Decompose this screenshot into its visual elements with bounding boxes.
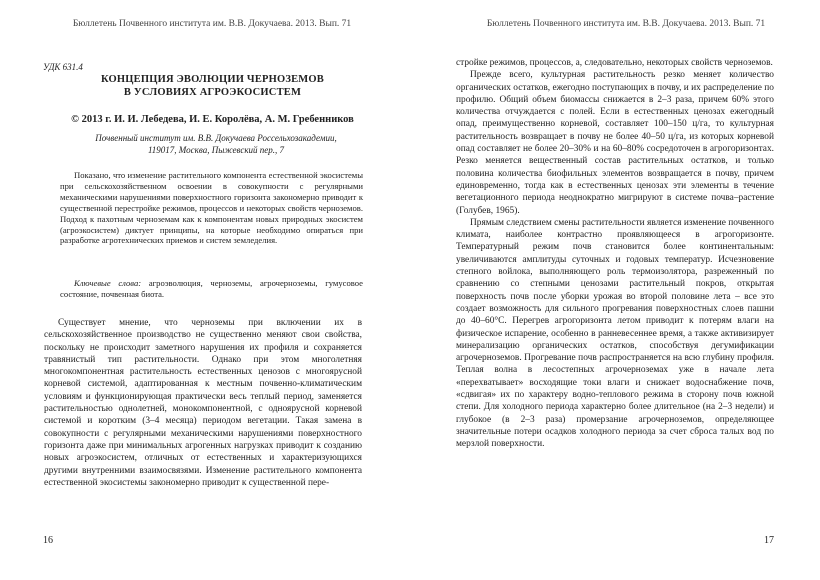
body-text: Существует мнение, что черноземы при включении их в сельскохозяйственное производство не существенно меняют свои свойства, поскольку не происходит заметного нарушения их профиля и сохраняется травянистый тип растительности. Однако при этом многолетняя многокомпонентная растительность естественных ценозов с многоярусной корневой системой, адаптированная к местным почвенно-климатическим условиям и функционирующая практически весь теплый период, заменяется растительностью однолетней, монокомпонентной, с одноярусной корневой системой и коротким (3–4 месяца) периодом вегетации. Такая замена в совокупности с регулярными механическими нарушениями поверхностного горизонта даже при минимальных агрогенных нагрузках приводит к созданию новых агроэкосистем, отличных от естественных и характеризующихся другими внутренними взаимосвязями. Изменение растительного компонента естественной экосистемы закономерно приводит к существенной пере- — [44, 318, 362, 488]
title-line-2: В УСЛОВИЯХ АГРОЭКОСИСТЕМ — [123, 87, 302, 98]
right-page — [410, 0, 820, 580]
authors: © 2013 г. И. И. Лебедева, И. Е. Королёва, А. М. Гребенников — [71, 114, 354, 125]
paragraph: Прямым следствием смены растительности является изменение почвенного климата, наиболее контрастно проявляющееся в агрогоризонте. Температурный режим почв становится более континентальным: увеличиваются амплитуды суточных и годовых температур. Исчезновение степного войлока, выполняющего роль термоизолятора, разреженный по сравнению со степными ценозами растительный покров, открытая поверхность почв после уборки урожая во второй половине лета – все это создает возможность для сильного прогревания поверхностных слоев пашни до 40–60°С. Перегрев агрогоризонта летом приводит к потерям влаги на физическое испарение, особенно в ранневесеннее время, а также активизирует минерализацию органических остатков, способствуя дегумификации агрочерноземов. Прогревание почв распространяется на всю глубину профиля. Теплая волна в лесостепных агрочерноземах уже в начале лета «перехватывает» восходящие токи влаги и снижает водоснабжение почв, «сдвигая» их по характеру водно-теплового режима в сторону почв южной степи. Для холодного периода характерно более длительное (на 2–3 недели) и глубокое (в 2–3 раза) промерзание агрочерноземов, определяющее значительные потери осадков холодного периода за счет сброса талых вод по мерзлой поверхности. — [456, 217, 774, 450]
title-line-1: КОНЦЕПЦИЯ ЭВОЛЮЦИИ ЧЕРНОЗЕМОВ — [101, 74, 324, 85]
page-number: 16 — [43, 535, 53, 546]
affiliation-line-1: Почвенный институт им. В.В. Докучаева Россельхозакадемии, — [95, 133, 337, 143]
keywords-text: агроэволюция, черноземы, агрочерноземы, гумусовое состояние, почвенная биота. — [60, 278, 363, 299]
article-title — [40, 73, 385, 99]
continuation-paragraph: стройке режимов, процессов, а, следовательно, некоторых свойств черноземов. — [456, 58, 773, 68]
affiliation-line-2: 119017, Москва, Пыжевский пер., 7 — [147, 144, 285, 155]
page-number: 17 — [764, 535, 774, 546]
affiliation — [62, 133, 370, 156]
abstract: Показано, что изменение растительного компонента естественной экосистемы при сельскохозяйственном освоении в совокупности с регулярными механическими нарушениями поверхностного горизонта закономерно приводит к существенной перестройке режимов, процессов и некоторых свойств черноземов. Подход к пахотным черноземам как к компонентам новых природных экосистем (агроэкосистем) диктует принципы, на которые необходимо опираться при разработке агротехнических приемов и систем земледелия. — [60, 170, 363, 246]
paragraph: Прежде всего, культурная растительность резко меняет количество органических остатков, ежегодно поступающих в почву, и их распределение по профилю. Общий объем биомассы снижается в 2–3 раза, причем 60% этого количества отчуждается с полей. Если в естественных ценозах ежегодный опад, преимущественно корневой, составляет 100–150 ц/га, то культурная растительность возвращает в почву не более 40–50 ц/га, из которых корневой опад составляет не более 20–30% и на 60–80% сосредоточен в агрогоризонтах. Резко меняется вещественный состав растительных остатков, и только половина количества биофильных элементов возвращается в почву, причем единовременно, тогда как в естественных ценозах эти элементы в течение вегетационного периода неоднократно мигрируют в системе почва–растение (Голубев, 1965). — [456, 70, 774, 216]
udk-code: УДК 631.4 — [43, 62, 83, 72]
keywords-label: Ключевые слова: — [74, 278, 142, 288]
body-text — [456, 57, 774, 451]
running-header: Бюллетень Почвенного института им. В.В. Докучаева. 2013. Вып. 71 — [486, 19, 766, 29]
running-header: Бюллетень Почвенного института им. В.В. Докучаева. 2013. Вып. 71 — [72, 19, 352, 29]
keywords — [60, 278, 363, 300]
